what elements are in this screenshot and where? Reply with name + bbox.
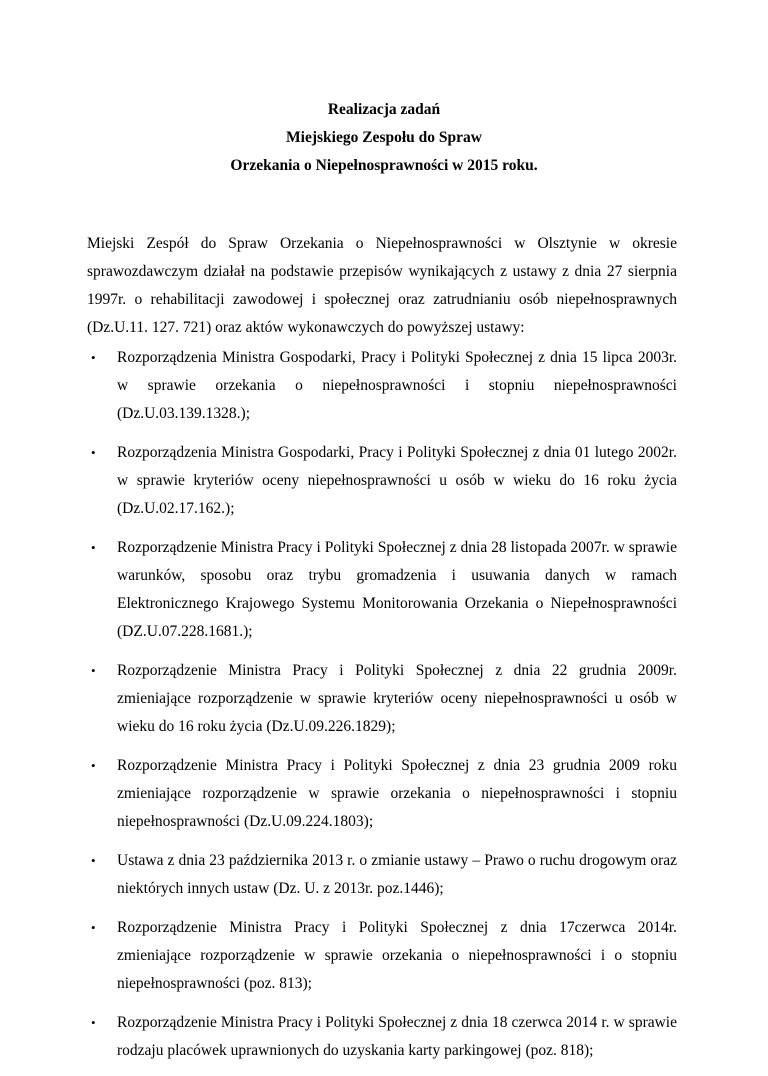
list-item-text: Rozporządzenie Ministra Pracy i Polityki Społecznej z dnia 17czerwca 2014r. zmieniające rozporządzenie w sprawie orzekania o niepełnosprawności i o stopniu niepełnosprawności (poz. 813);: [117, 919, 677, 992]
list-item-text: Rozporządzenie Ministra Pracy i Polityki Społecznej z dnia 22 grudnia 2009r. zmieniające rozporządzenie w sprawie kryteriów oceny niepełnosprawności u osób w wieku do 16 roku życia (Dz.U.09.226.1829);: [117, 662, 677, 735]
bullet-icon: •: [91, 758, 96, 773]
list-item-text: Rozporządzenie Ministra Pracy i Polityki Społecznej z dnia 23 grudnia 2009 roku zmieniające rozporządzenie w sprawie orzekania o niepełnosprawności i stopniu niepełnosprawności (Dz.U.09.224.1803);: [117, 757, 677, 830]
title-line-3: Orzekania o Niepełnosprawności w 2015 roku.: [230, 157, 538, 174]
title-line-2: Miejskiego Zespołu do Spraw: [286, 129, 482, 146]
list-item: [87, 1009, 677, 1065]
list-item-text: Rozporządzenia Ministra Gospodarki, Pracy i Polityki Społecznej z dnia 01 lutego 2002r. w sprawie kryteriów oceny niepełnosprawności u osób w wieku do 16 roku życia (Dz.U.02.17.162.);: [117, 444, 677, 517]
list-item-text: Rozporządzenie Ministra Pracy i Polityki Społecznej z dnia 18 czerwca 2014 r. w sprawie rodzaju placówek uprawnionych do uzyskania karty parkingowej (poz. 818);: [117, 1014, 677, 1059]
bullet-icon: •: [91, 853, 96, 868]
list-item: [87, 752, 677, 836]
document-title: [0, 96, 768, 180]
intro-paragraph: Miejski Zespół do Spraw Orzekania o Niepełnosprawności w Olsztynie w okresie sprawozdawczym działał na podstawie przepisów wynikających z ustawy z dnia 27 sierpnia 1997r. o rehabilitacji zawodowej i społecznej oraz zatrudnianiu osób niepełnosprawnych (Dz.U.11. 127. 721) oraz aktów wykonawczych do powyższej ustawy:: [87, 235, 677, 336]
list-item: [87, 657, 677, 741]
regulations-list: [87, 344, 677, 1076]
bullet-icon: •: [91, 920, 96, 935]
title-line-1: Realizacja zadań: [327, 101, 441, 118]
list-item: [87, 914, 677, 998]
list-item: [87, 344, 677, 428]
list-item-text: Rozporządzenia Ministra Gospodarki, Pracy i Polityki Społecznej z dnia 15 lipca 2003r. w sprawie orzekania o niepełnosprawności i stopniu niepełnosprawności (Dz.U.03.139.1328.);: [117, 349, 677, 422]
bullet-icon: •: [91, 350, 96, 365]
bullet-icon: •: [91, 540, 96, 555]
list-item-text: Ustawa z dnia 23 października 2013 r. o zmianie ustawy – Prawo o ruchu drogowym oraz niektórych innych ustaw (Dz. U. z 2013r. poz.1446);: [117, 852, 677, 897]
bullet-icon: •: [91, 1015, 96, 1030]
list-item: [87, 439, 677, 523]
bullet-icon: •: [91, 445, 96, 460]
list-item: [87, 847, 677, 903]
list-item-text: Rozporządzenie Ministra Pracy i Polityki Społecznej z dnia 28 listopada 2007r. w sprawie warunków, sposobu oraz trybu gromadzenia i usuwania danych w ramach Elektronicznego Krajowego Systemu Monitorowania Orzekania o Niepełnosprawności (DZ.U.07.228.1681.);: [117, 539, 677, 640]
list-item: [87, 534, 677, 646]
bullet-icon: •: [91, 663, 96, 678]
